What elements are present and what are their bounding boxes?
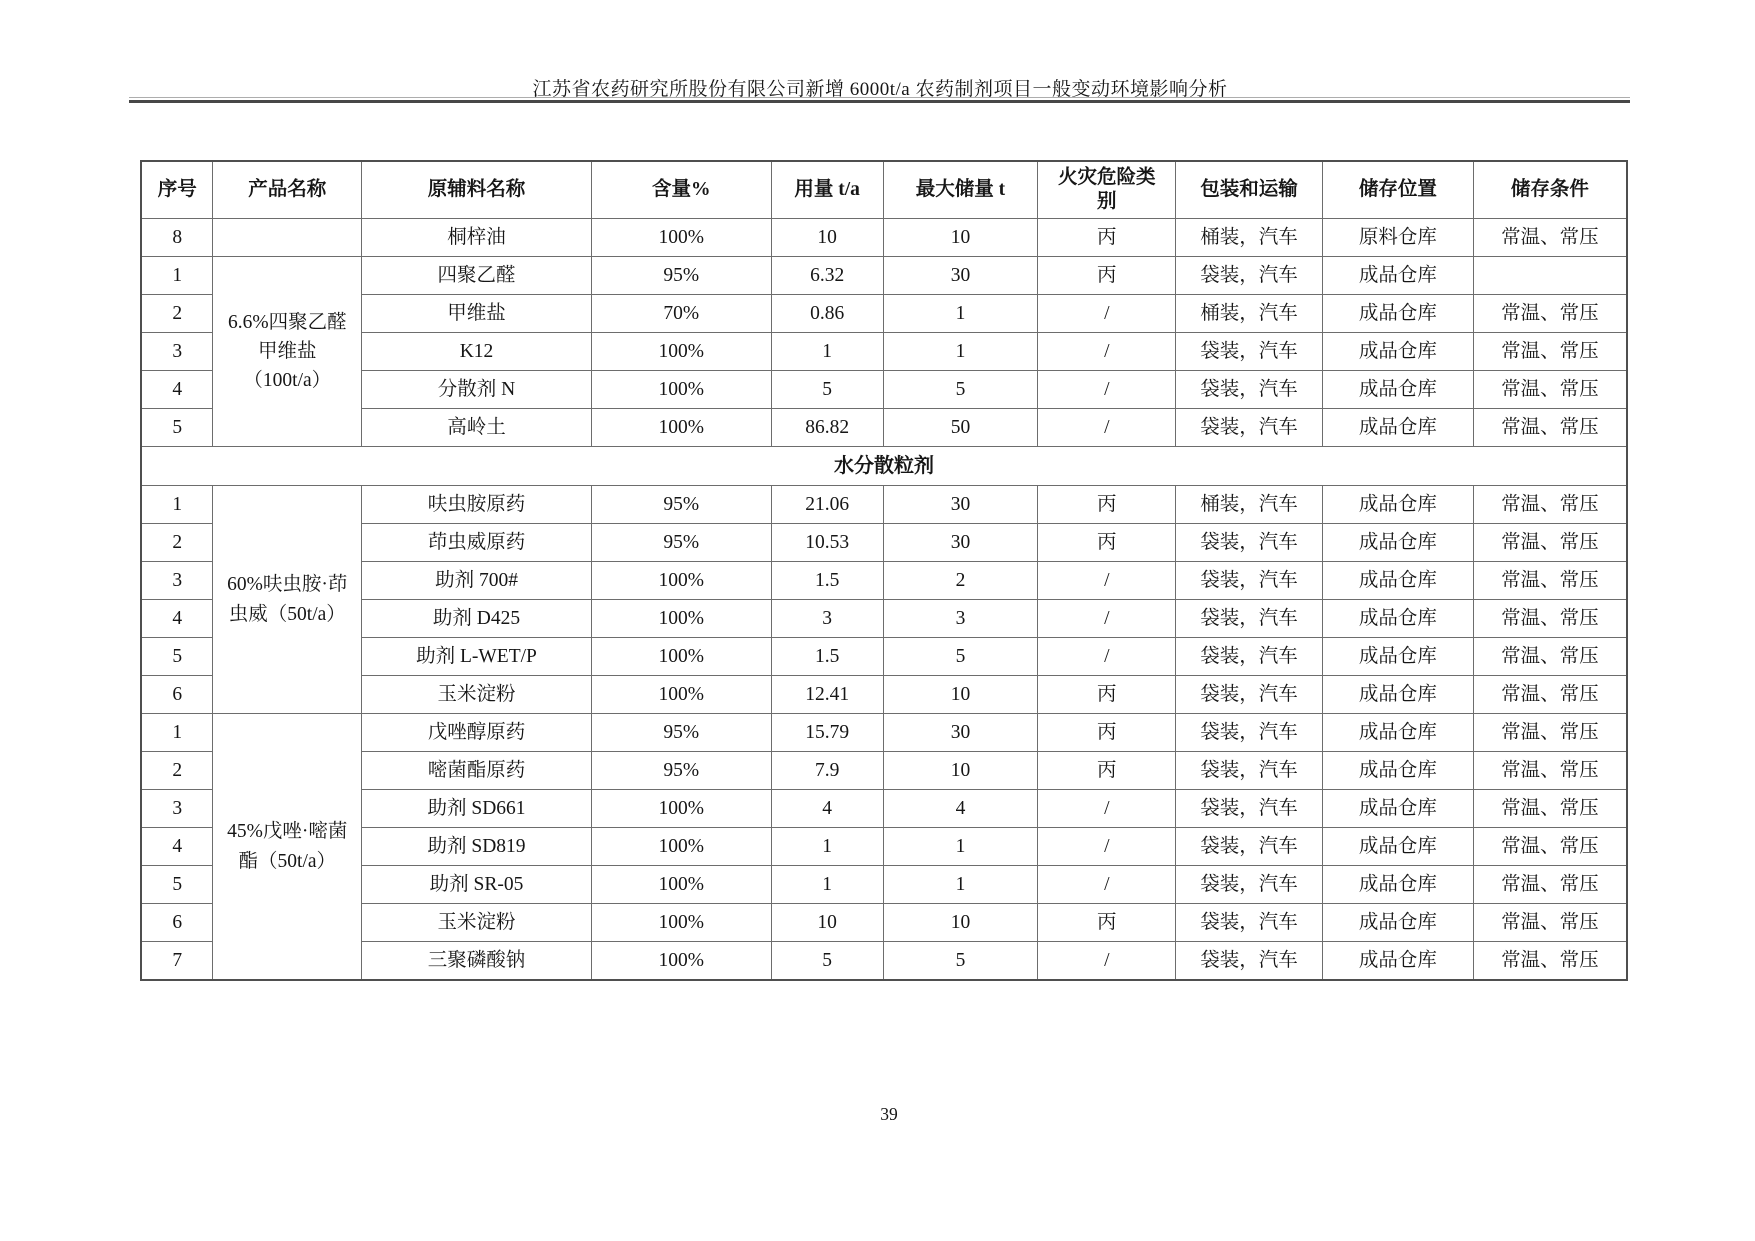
cell-fire-class: 丙 bbox=[1038, 486, 1176, 524]
col-header-product: 产品名称 bbox=[213, 161, 362, 219]
cell-max-storage: 1 bbox=[883, 295, 1038, 333]
cell-fire-class: / bbox=[1038, 333, 1176, 371]
cell-fire-class: 丙 bbox=[1038, 524, 1176, 562]
cell-max-storage: 5 bbox=[883, 638, 1038, 676]
cell-packaging: 袋装，汽车 bbox=[1176, 562, 1323, 600]
cell-material: 助剂 D425 bbox=[362, 600, 592, 638]
cell-packaging: 袋装，汽车 bbox=[1176, 790, 1323, 828]
cell-storage-condition: 常温、常压 bbox=[1473, 866, 1627, 904]
cell-max-storage: 1 bbox=[883, 333, 1038, 371]
col-header-storage-condition: 储存条件 bbox=[1473, 161, 1627, 219]
cell-material: 助剂 SD819 bbox=[362, 828, 592, 866]
cell-packaging: 袋装，汽车 bbox=[1176, 600, 1323, 638]
table-row bbox=[141, 524, 1627, 562]
table-row bbox=[141, 371, 1627, 409]
cell-fire-class: 丙 bbox=[1038, 676, 1176, 714]
cell-usage: 4 bbox=[771, 790, 883, 828]
col-header-content: 含量% bbox=[591, 161, 771, 219]
cell-serial: 4 bbox=[141, 828, 213, 866]
cell-max-storage: 2 bbox=[883, 562, 1038, 600]
table-row bbox=[141, 676, 1627, 714]
cell-content: 100% bbox=[591, 828, 771, 866]
cell-usage: 1 bbox=[771, 866, 883, 904]
col-header-packaging: 包装和运输 bbox=[1176, 161, 1323, 219]
cell-fire-class: 丙 bbox=[1038, 257, 1176, 295]
table-row bbox=[141, 904, 1627, 942]
cell-packaging: 袋装，汽车 bbox=[1176, 942, 1323, 981]
cell-storage-location: 成品仓库 bbox=[1322, 904, 1473, 942]
cell-material: K12 bbox=[362, 333, 592, 371]
cell-content: 100% bbox=[591, 676, 771, 714]
cell-packaging: 袋装，汽车 bbox=[1176, 676, 1323, 714]
cell-serial: 2 bbox=[141, 752, 213, 790]
cell-content: 100% bbox=[591, 562, 771, 600]
cell-storage-condition: 常温、常压 bbox=[1473, 752, 1627, 790]
cell-storage-condition: 常温、常压 bbox=[1473, 790, 1627, 828]
cell-storage-location: 成品仓库 bbox=[1322, 790, 1473, 828]
cell-storage-condition: 常温、常压 bbox=[1473, 219, 1627, 257]
cell-storage-condition bbox=[1473, 257, 1627, 295]
cell-material: 助剂 700# bbox=[362, 562, 592, 600]
cell-usage: 12.41 bbox=[771, 676, 883, 714]
cell-storage-condition: 常温、常压 bbox=[1473, 600, 1627, 638]
col-header-fire-class: 火灾危险类别 bbox=[1038, 161, 1176, 219]
cell-max-storage: 10 bbox=[883, 904, 1038, 942]
page-header-title: 江苏省农药研究所股份有限公司新增 6000t/a 农药制剂项目一般变动环境影响分析 bbox=[532, 79, 1228, 100]
cell-usage: 10 bbox=[771, 904, 883, 942]
raw-materials-table bbox=[140, 160, 1628, 981]
cell-material: 玉米淀粉 bbox=[362, 904, 592, 942]
table-row bbox=[141, 714, 1627, 752]
cell-content: 100% bbox=[591, 904, 771, 942]
col-header-material: 原辅料名称 bbox=[362, 161, 592, 219]
cell-material: 嘧菌酯原药 bbox=[362, 752, 592, 790]
cell-serial: 6 bbox=[141, 904, 213, 942]
cell-storage-condition: 常温、常压 bbox=[1473, 714, 1627, 752]
table-row bbox=[141, 790, 1627, 828]
cell-serial: 2 bbox=[141, 524, 213, 562]
cell-usage: 1.5 bbox=[771, 638, 883, 676]
cell-usage: 5 bbox=[771, 942, 883, 981]
cell-max-storage: 10 bbox=[883, 219, 1038, 257]
cell-fire-class: 丙 bbox=[1038, 714, 1176, 752]
cell-material: 助剂 L-WET/P bbox=[362, 638, 592, 676]
table-row bbox=[141, 562, 1627, 600]
cell-fire-class: 丙 bbox=[1038, 219, 1176, 257]
cell-packaging: 桶装，汽车 bbox=[1176, 486, 1323, 524]
cell-max-storage: 1 bbox=[883, 866, 1038, 904]
col-header-max-storage: 最大储量 t bbox=[883, 161, 1038, 219]
cell-serial: 5 bbox=[141, 638, 213, 676]
table-row bbox=[141, 333, 1627, 371]
cell-usage: 5 bbox=[771, 371, 883, 409]
cell-storage-location: 成品仓库 bbox=[1322, 942, 1473, 981]
cell-serial: 1 bbox=[141, 486, 213, 524]
table-row bbox=[141, 942, 1627, 981]
cell-storage-location: 成品仓库 bbox=[1322, 524, 1473, 562]
cell-serial: 7 bbox=[141, 942, 213, 981]
cell-content: 95% bbox=[591, 752, 771, 790]
cell-usage: 1 bbox=[771, 828, 883, 866]
cell-usage: 10 bbox=[771, 219, 883, 257]
cell-fire-class: / bbox=[1038, 562, 1176, 600]
cell-storage-condition: 常温、常压 bbox=[1473, 409, 1627, 447]
cell-packaging: 袋装，汽车 bbox=[1176, 371, 1323, 409]
cell-storage-condition: 常温、常压 bbox=[1473, 295, 1627, 333]
cell-material: 助剂 SD661 bbox=[362, 790, 592, 828]
cell-product: 6.6%四聚乙醛甲维盐（100t/a） bbox=[213, 257, 362, 447]
cell-storage-location: 成品仓库 bbox=[1322, 333, 1473, 371]
cell-serial: 5 bbox=[141, 409, 213, 447]
cell-packaging: 袋装，汽车 bbox=[1176, 333, 1323, 371]
cell-storage-location: 成品仓库 bbox=[1322, 371, 1473, 409]
table-row bbox=[141, 638, 1627, 676]
cell-packaging: 桶装，汽车 bbox=[1176, 295, 1323, 333]
cell-content: 100% bbox=[591, 638, 771, 676]
table-row bbox=[141, 257, 1627, 295]
cell-packaging: 袋装，汽车 bbox=[1176, 409, 1323, 447]
cell-storage-condition: 常温、常压 bbox=[1473, 486, 1627, 524]
cell-material: 四聚乙醛 bbox=[362, 257, 592, 295]
cell-serial: 4 bbox=[141, 371, 213, 409]
cell-storage-condition: 常温、常压 bbox=[1473, 562, 1627, 600]
table-row bbox=[141, 600, 1627, 638]
cell-content: 95% bbox=[591, 524, 771, 562]
cell-storage-location: 成品仓库 bbox=[1322, 866, 1473, 904]
cell-serial: 3 bbox=[141, 790, 213, 828]
cell-fire-class: / bbox=[1038, 790, 1176, 828]
cell-fire-class: / bbox=[1038, 409, 1176, 447]
cell-serial: 4 bbox=[141, 600, 213, 638]
section-divider-label: 水分散粒剂 bbox=[141, 447, 1627, 486]
table-row bbox=[141, 486, 1627, 524]
cell-max-storage: 5 bbox=[883, 942, 1038, 981]
cell-fire-class: / bbox=[1038, 371, 1176, 409]
cell-content: 100% bbox=[591, 333, 771, 371]
cell-usage: 15.79 bbox=[771, 714, 883, 752]
cell-material: 助剂 SR-05 bbox=[362, 866, 592, 904]
cell-fire-class: 丙 bbox=[1038, 904, 1176, 942]
table-row bbox=[141, 752, 1627, 790]
table-row bbox=[141, 828, 1627, 866]
cell-storage-location: 成品仓库 bbox=[1322, 828, 1473, 866]
cell-content: 100% bbox=[591, 790, 771, 828]
cell-fire-class: / bbox=[1038, 942, 1176, 981]
cell-usage: 6.32 bbox=[771, 257, 883, 295]
cell-material: 玉米淀粉 bbox=[362, 676, 592, 714]
cell-storage-condition: 常温、常压 bbox=[1473, 371, 1627, 409]
cell-usage: 10.53 bbox=[771, 524, 883, 562]
cell-product: 45%戊唑·嘧菌酯（50t/a） bbox=[213, 714, 362, 981]
cell-storage-condition: 常温、常压 bbox=[1473, 676, 1627, 714]
cell-max-storage: 30 bbox=[883, 714, 1038, 752]
cell-usage: 86.82 bbox=[771, 409, 883, 447]
cell-max-storage: 50 bbox=[883, 409, 1038, 447]
table-row bbox=[141, 409, 1627, 447]
cell-storage-location: 原料仓库 bbox=[1322, 219, 1473, 257]
cell-packaging: 袋装，汽车 bbox=[1176, 714, 1323, 752]
cell-serial: 3 bbox=[141, 562, 213, 600]
cell-content: 100% bbox=[591, 409, 771, 447]
cell-material: 呋虫胺原药 bbox=[362, 486, 592, 524]
table-header-row bbox=[141, 161, 1627, 219]
cell-packaging: 袋装，汽车 bbox=[1176, 752, 1323, 790]
cell-max-storage: 10 bbox=[883, 676, 1038, 714]
cell-storage-location: 成品仓库 bbox=[1322, 600, 1473, 638]
cell-content: 100% bbox=[591, 600, 771, 638]
section-divider-row bbox=[141, 447, 1627, 486]
cell-fire-class: / bbox=[1038, 600, 1176, 638]
cell-usage: 0.86 bbox=[771, 295, 883, 333]
col-header-usage: 用量 t/a bbox=[771, 161, 883, 219]
cell-fire-class: / bbox=[1038, 866, 1176, 904]
cell-content: 95% bbox=[591, 714, 771, 752]
cell-content: 100% bbox=[591, 371, 771, 409]
cell-usage: 1 bbox=[771, 333, 883, 371]
cell-storage-location: 成品仓库 bbox=[1322, 486, 1473, 524]
cell-serial: 1 bbox=[141, 714, 213, 752]
cell-storage-condition: 常温、常压 bbox=[1473, 638, 1627, 676]
cell-content: 95% bbox=[591, 257, 771, 295]
cell-serial: 6 bbox=[141, 676, 213, 714]
cell-usage: 21.06 bbox=[771, 486, 883, 524]
col-header-storage-location: 储存位置 bbox=[1322, 161, 1473, 219]
cell-max-storage: 30 bbox=[883, 257, 1038, 295]
cell-content: 100% bbox=[591, 866, 771, 904]
cell-storage-condition: 常温、常压 bbox=[1473, 524, 1627, 562]
table-row bbox=[141, 866, 1627, 904]
cell-serial: 5 bbox=[141, 866, 213, 904]
cell-material: 分散剂 N bbox=[362, 371, 592, 409]
cell-max-storage: 30 bbox=[883, 486, 1038, 524]
cell-usage: 1.5 bbox=[771, 562, 883, 600]
cell-packaging: 袋装，汽车 bbox=[1176, 866, 1323, 904]
cell-product bbox=[213, 219, 362, 257]
cell-storage-location: 成品仓库 bbox=[1322, 562, 1473, 600]
cell-material: 茚虫威原药 bbox=[362, 524, 592, 562]
cell-material: 戊唑醇原药 bbox=[362, 714, 592, 752]
header-rule bbox=[129, 97, 1630, 103]
cell-product: 60%呋虫胺·茚虫威（50t/a） bbox=[213, 486, 362, 714]
cell-max-storage: 30 bbox=[883, 524, 1038, 562]
cell-fire-class: / bbox=[1038, 638, 1176, 676]
cell-fire-class: / bbox=[1038, 295, 1176, 333]
cell-packaging: 桶装，汽车 bbox=[1176, 219, 1323, 257]
cell-serial: 3 bbox=[141, 333, 213, 371]
cell-content: 95% bbox=[591, 486, 771, 524]
cell-packaging: 袋装，汽车 bbox=[1176, 904, 1323, 942]
col-header-serial: 序号 bbox=[141, 161, 213, 219]
cell-content: 100% bbox=[591, 942, 771, 981]
cell-storage-condition: 常温、常压 bbox=[1473, 333, 1627, 371]
cell-serial: 1 bbox=[141, 257, 213, 295]
cell-fire-class: / bbox=[1038, 828, 1176, 866]
cell-max-storage: 4 bbox=[883, 790, 1038, 828]
cell-serial: 8 bbox=[141, 219, 213, 257]
cell-max-storage: 5 bbox=[883, 371, 1038, 409]
cell-storage-location: 成品仓库 bbox=[1322, 676, 1473, 714]
cell-max-storage: 1 bbox=[883, 828, 1038, 866]
cell-packaging: 袋装，汽车 bbox=[1176, 828, 1323, 866]
cell-storage-location: 成品仓库 bbox=[1322, 752, 1473, 790]
cell-material: 桐梓油 bbox=[362, 219, 592, 257]
cell-packaging: 袋装，汽车 bbox=[1176, 257, 1323, 295]
cell-usage: 3 bbox=[771, 600, 883, 638]
table-row bbox=[141, 295, 1627, 333]
cell-storage-location: 成品仓库 bbox=[1322, 257, 1473, 295]
cell-usage: 7.9 bbox=[771, 752, 883, 790]
cell-max-storage: 3 bbox=[883, 600, 1038, 638]
cell-storage-location: 成品仓库 bbox=[1322, 714, 1473, 752]
cell-content: 70% bbox=[591, 295, 771, 333]
cell-content: 100% bbox=[591, 219, 771, 257]
cell-serial: 2 bbox=[141, 295, 213, 333]
cell-packaging: 袋装，汽车 bbox=[1176, 638, 1323, 676]
table-row bbox=[141, 219, 1627, 257]
page-number: 39 bbox=[880, 1104, 898, 1124]
cell-storage-location: 成品仓库 bbox=[1322, 638, 1473, 676]
cell-packaging: 袋装，汽车 bbox=[1176, 524, 1323, 562]
cell-storage-condition: 常温、常压 bbox=[1473, 904, 1627, 942]
cell-material: 高岭土 bbox=[362, 409, 592, 447]
cell-max-storage: 10 bbox=[883, 752, 1038, 790]
cell-fire-class: 丙 bbox=[1038, 752, 1176, 790]
cell-material: 三聚磷酸钠 bbox=[362, 942, 592, 981]
cell-storage-location: 成品仓库 bbox=[1322, 409, 1473, 447]
cell-storage-condition: 常温、常压 bbox=[1473, 942, 1627, 981]
cell-material: 甲维盐 bbox=[362, 295, 592, 333]
cell-storage-condition: 常温、常压 bbox=[1473, 828, 1627, 866]
cell-storage-location: 成品仓库 bbox=[1322, 295, 1473, 333]
